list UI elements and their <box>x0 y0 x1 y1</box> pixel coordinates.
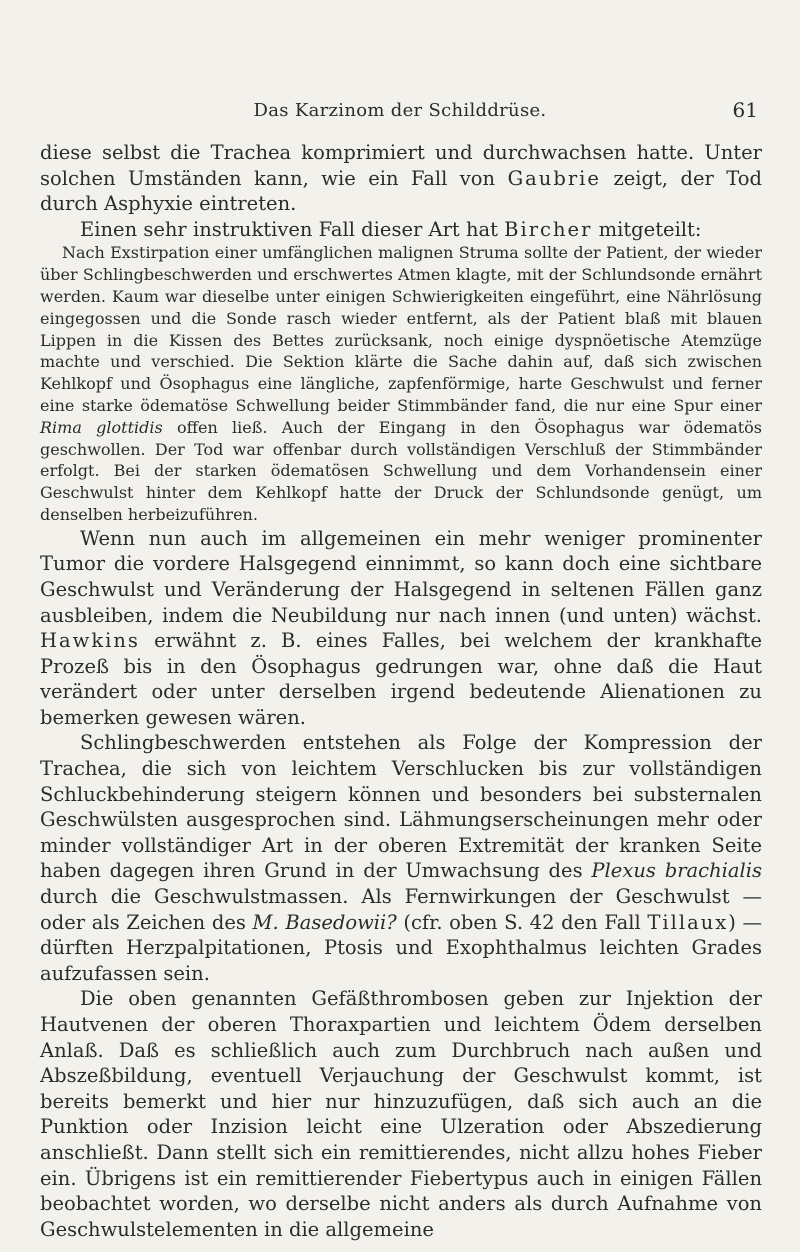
quote-text: Nach Exstirpation einer umfänglichen malignen Struma sollte der Patient, der wieder über Schlingbeschwerden und erschwertes Atmen klagte, mit der Schlundsonde ernährt werden. Kaum war dieselbe unter einigen Schwierigkeiten eingeführt, eine Nährlösung eingegossen und die Sonde rasch wieder entfernt, als der Patient blaß mit blauen Lippen in die Kissen des Bettes zurücksank, noch einige dyspnöetische Atemzüge machte und verschied. Die Sektion klärte die Sache dahin auf, daß sich zwischen Kehlkopf und Ösophagus eine längliche, zapfenförmige, harte Geschwulst und ferner eine starke ödematöse Schwellung beider Stimmbänder fand, die nur eine Spur einer <box>40 243 762 415</box>
italic-m-basedowii: M. Basedowii? <box>252 910 397 934</box>
paragraph-1-end: zeigt, der Tod durch Asphyxie eintreten. <box>40 166 763 216</box>
paragraph-4-mid2: (cfr. oben S. 42 den Fall <box>403 910 641 934</box>
paragraph-5: Die oben genannten Gefäßthrombosen geben zur Injektion der Hautvenen der oberen Thoraxpartien und leichtem Ödem derselben Anlaß. Daß es schließlich auch zum Durchbruch nach außen und Abszeßbildung, eventuell Verjauchung der Geschwulst kommt, ist bereits bemerkt und hier nur hinzuzufügen, daß sich auch an die Punktion oder Inzision leicht eine Ulzeration oder Abszedierung anschließt. Dann stellt sich ein remittierendes, nicht allzu hohes Fieber ein. Übrigens ist ein remittierender Fiebertypus auch in einigen Fällen beobachtet worden, wo derselbe nicht anders als durch Aufnahme von Geschwulstelementen in die allgemeine <box>40 987 762 1241</box>
paragraph-3 <box>40 526 762 731</box>
italic-plexus-brachialis: Plexus brachialis <box>591 859 762 883</box>
page-number: 61 <box>732 98 758 122</box>
quote-italic-term: Rima glottidis <box>40 417 163 437</box>
page-body <box>40 140 762 1242</box>
page-header <box>0 100 800 124</box>
quote-end: offen ließ. Auch der Eingang in den Ösophagus war ödematös geschwollen. Der Tod war offenbar durch vollständigen Verschluß der Stimmbänder erfolgt. Bei der starken ödematösen Schwellung und dem Vorhandensein einer Geschwulst hinter dem Kehlkopf hatte der Druck der Schlundsonde genügt, um denselben herbeizuführen. <box>40 417 763 524</box>
paragraph-4-end: ) — dürften Herzpalpitationen, Ptosis und Exophthalmus leichten Grades aufzufassen sein. <box>40 910 763 985</box>
running-title: Das Karzinom der Schilddrüse. <box>253 100 547 121</box>
paragraph-2 <box>40 217 762 243</box>
paragraph-2-start: Einen sehr instruktiven Fall dieser Art hat <box>80 217 498 241</box>
author-name-tillaux: Tillaux <box>647 910 729 934</box>
paragraph-4-start: Schlingbeschwerden entstehen als Folge der Kompression der Trachea, die sich von leichtem Verschlucken bis zur vollständigen Schluckbehinderung steigern können und besonders bei substernalen Geschwülsten ausgesprochen sind. Lähmungserscheinungen mehr oder minder vollständiger Art in der oberen Extremität der kranken Seite haben dagegen ihren Grund in der Umwachsung des <box>40 731 762 883</box>
paragraph-1-text: diese selbst die Trachea komprimiert und durchwachsen hatte. Unter solchen Umständen kann, wie ein Fall von <box>40 141 762 190</box>
paragraph-2-end: mitgeteilt: <box>598 217 702 241</box>
paragraph-1 <box>40 140 762 217</box>
author-name-bircher: Bircher <box>504 217 593 241</box>
paragraph-4-mid: durch die Geschwulstmassen. Als Fernwirkungen der Geschwulst — oder als Zeichen des <box>40 885 762 934</box>
paragraph-3-start: Wenn nun auch im allgemeinen ein mehr weniger prominenter Tumor die vordere Halsgegend einnimmt, so kann doch eine sichtbare Geschwulst und Veränderung der Halsgegend in seltenen Fällen ganz ausbleiben, indem die Neubildung nur nach innen (und unten) wächst. <box>40 526 762 627</box>
paragraph-3-end: erwähnt z. B. eines Falles, bei welchem der krankhafte Prozeß bis in den Ösophagus gedrungen war, ohne daß die Haut verändert oder unter derselben irgend bedeutende Alienationen zu bemerken gewesen wären. <box>40 629 763 729</box>
paragraph-4 <box>40 730 762 986</box>
case-report-quote <box>40 242 762 525</box>
author-name-hawkins: Hawkins <box>40 629 140 653</box>
author-name-gaubrie: Gaubrie <box>507 166 601 190</box>
